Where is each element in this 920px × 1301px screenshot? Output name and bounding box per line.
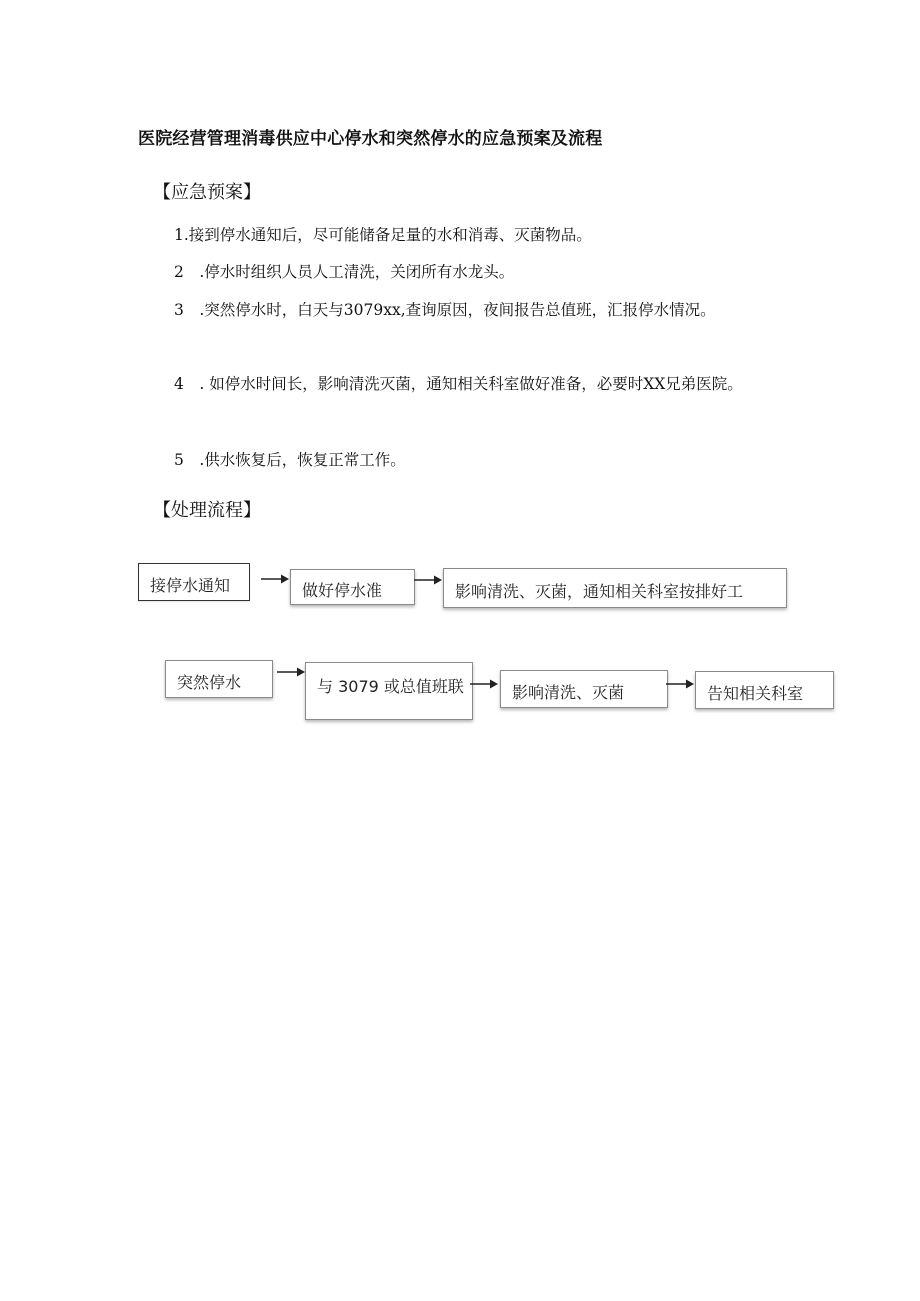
flow1-step-prepare: 做好停水准: [290, 569, 415, 605]
arrow-icon: [469, 677, 499, 691]
flow2-step-inform-departments: 告知相关科室: [695, 671, 834, 709]
flow1-step-receive-notice: 接停水通知: [138, 563, 250, 601]
plan-item-5: 5 .供水恢复后，恢复正常工作。: [174, 451, 406, 469]
flow1-step-notify-departments: 影响清洗、灭菌，通知相关科室按排好工: [443, 568, 787, 608]
emergency-plan-heading: 【应急预案】: [153, 182, 261, 203]
plan-item-4: 4 . 如停水时间长，影响清洗灭菌，通知相关科室做好准备，必要时XX兄弟医院。: [174, 375, 743, 393]
plan-item-2: 2 .停水时组织人员人工清洗，关闭所有水龙头。: [174, 263, 515, 281]
flow2-step-affect-cleaning: 影响清洗、灭菌: [500, 670, 668, 708]
plan-item-3: 3 .突然停水时，白天与3079xx,查询原因，夜间报告总值班，汇报停水情况。: [174, 301, 716, 319]
flow2-step-sudden-outage: 突然停水: [165, 660, 273, 698]
arrow-icon: [665, 677, 695, 691]
arrow-icon: [276, 665, 306, 679]
plan-item-1: 1.接到停水通知后，尽可能储备足量的水和消毒、灭菌物品。: [174, 226, 592, 244]
arrow-icon: [260, 572, 290, 586]
process-flow-heading: 【处理流程】: [153, 500, 261, 521]
flow2-step-contact-duty: 与 3079 或总值班联: [305, 662, 473, 720]
arrow-icon: [413, 573, 443, 587]
document-title: 医院经营管理消毒供应中心停水和突然停水的应急预案及流程: [138, 129, 603, 149]
